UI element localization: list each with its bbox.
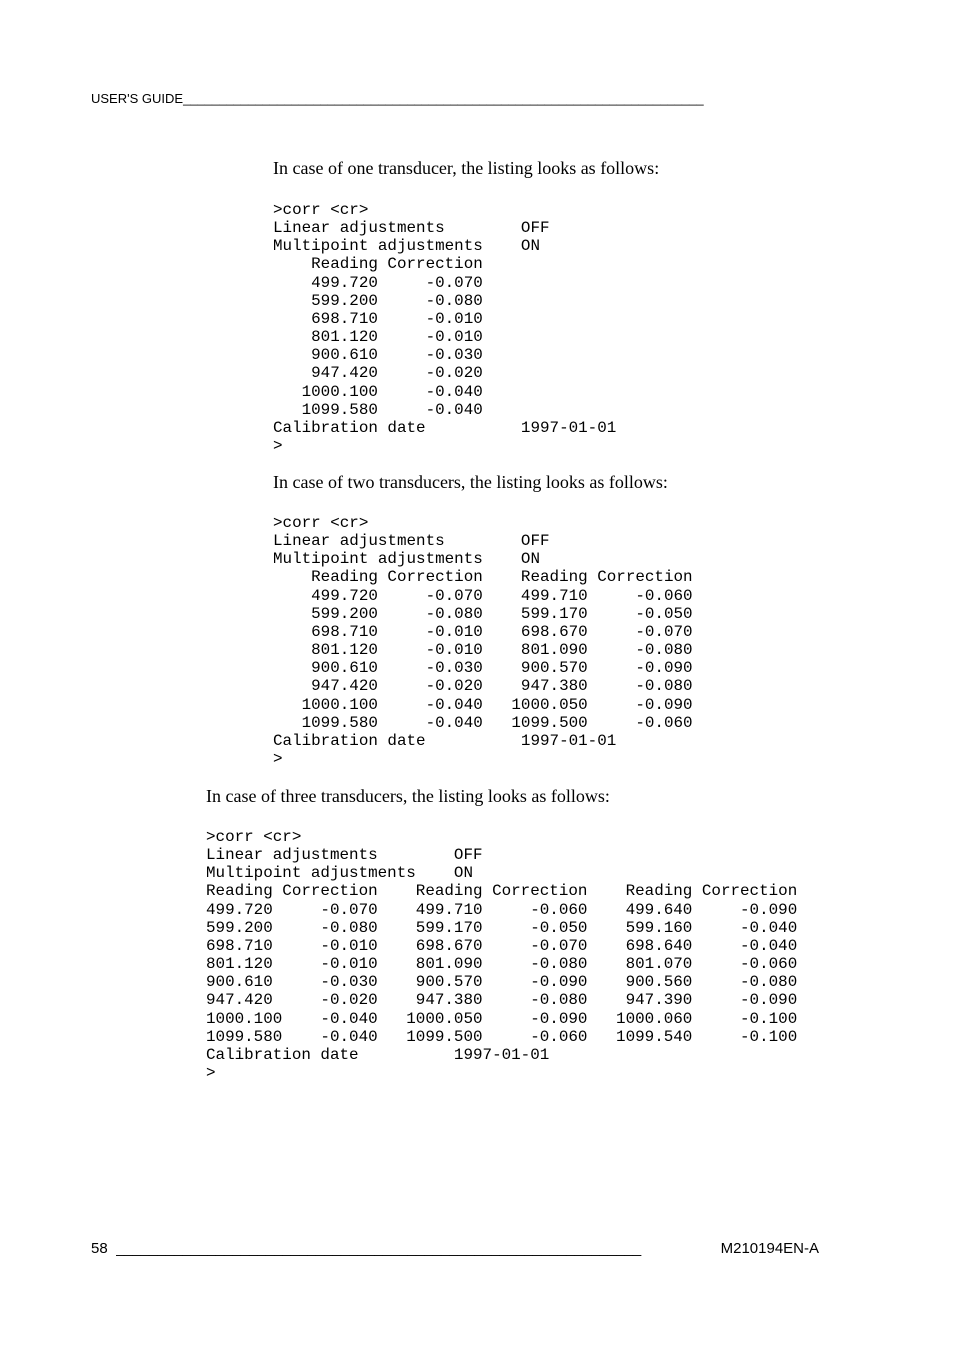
page-number: 58 [91, 1240, 108, 1257]
section-three-intro: In case of three transducers, the listing looks as follows: [206, 786, 610, 806]
header-title: USER'S GUIDE [91, 91, 184, 106]
code-listing-one-transducer: >corr <cr> Linear adjustments OFF Multipoint adjustments ON Reading Correction 499.720 -0.070 599.200 -0.080 698.710 -0.010 801.120 -0.010 900.610 -0.030 947.420 -0.020 1000.100 -0.040 1099.580 -0.040 Calibration date 1997-01-01 > [273, 201, 617, 456]
code-listing-two-transducers: >corr <cr> Linear adjustments OFF Multipoint adjustments ON Reading Correction Reading Correction 499.720 -0.070 499.710 -0.060 599.200 -0.080 599.170 -0.050 698.710 -0.010 698.670 -0.070 801.120 -0.010 801.090 -0.080 900.610 -0.030 900.570 -0.090 947.420 -0.020 947.380 -0.080 1000.100 -0.040 1000.050 -0.090 1099.580 -0.040 1099.500 -0.060 Calibration date 1997-01-01 > [273, 514, 693, 769]
running-footer [91, 1240, 819, 1257]
document-code: M210194EN-A [720, 1240, 819, 1257]
running-header [91, 91, 817, 106]
code-listing-three-transducers: >corr <cr> Linear adjustments OFF Multipoint adjustments ON Reading Correction Reading Correction Reading Correction 499.720 -0.070 499.710 -0.060 499.640 -0.090 599.200 -0.080 599.170 -0.050 599.160 -0.040 698.710 -0.010 698.670 -0.070 698.640 -0.040 801.120 -0.010 801.090 -0.080 801.070 -0.060 900.610 -0.030 900.570 -0.090 900.560 -0.080 947.420 -0.020 947.380 -0.080 947.390 -0.090 1000.100 -0.040 1000.050 -0.090 1000.060 -0.100 1099.580 -0.040 1099.500 -0.060 1099.540 -0.100 Calibration date 1997-01-01 > [206, 828, 798, 1083]
header-rule: ________________________________________________________________________ [183, 91, 704, 106]
section-one-intro: In case of one transducer, the listing looks as follows: [273, 158, 660, 178]
footer-rule: _______________________________________________________________ [115, 1240, 642, 1257]
section-two-intro: In case of two transducers, the listing looks as follows: [273, 472, 668, 492]
